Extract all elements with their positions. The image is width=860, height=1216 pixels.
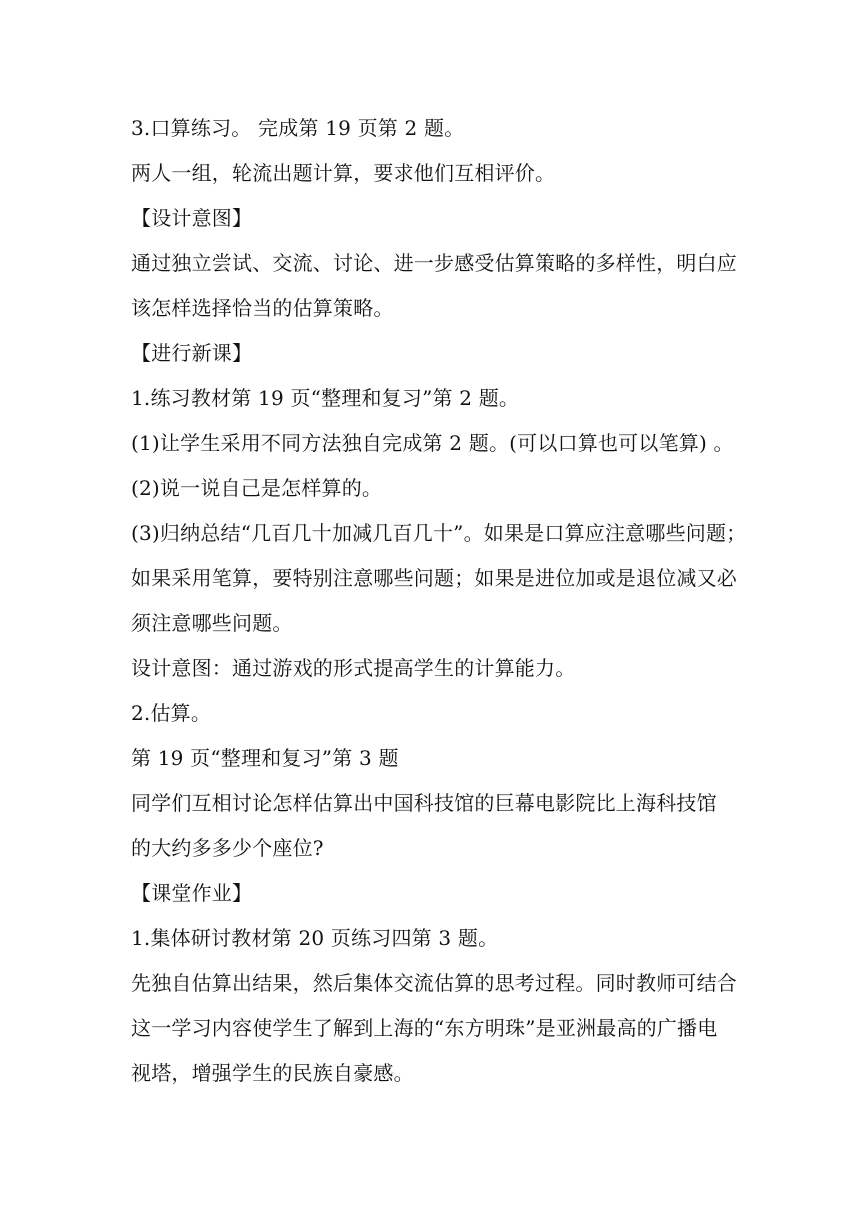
list-item-step-1: (1)让学生采用不同方法独自完成第 2 题。(可以口算也可以笔算) 。 [131,431,734,455]
section-heading-classwork: 【课堂作业】 [131,881,253,905]
paragraph-classwork-line-3: 视塔，增强学生的民族自豪感。 [131,1061,414,1085]
paragraph-pair-work: 两人一组，轮流出题计算，要求他们互相评价。 [131,161,556,185]
paragraph-design-intent-game: 设计意图：通过游戏的形式提高学生的计算能力。 [131,656,576,680]
list-item-step-2: (2)说一说自己是怎样算的。 [131,476,383,500]
list-item-step-3-line-3: 须注意哪些问题。 [131,611,293,635]
paragraph-classwork-line-1: 先独自估算出结果，然后集体交流估算的思考过程。同时教师可结合 [131,971,737,995]
paragraph-design-intent-line-1: 通过独立尝试、交流、讨论、进一步感受估算策略的多样性，明白应 [131,251,737,275]
list-item-estimation: 2.估算。 [131,701,212,725]
list-item-practice-textbook: 1.练习教材第 19 页“整理和复习”第 2 题。 [131,386,520,410]
list-item-step-3-line-2: 如果采用笔算，要特别注意哪些问题；如果是进位加或是退位减又必 [131,566,737,590]
list-item-group-study: 1.集体研讨教材第 20 页练习四第 3 题。 [131,926,499,950]
paragraph-discussion-line-1: 同学们互相讨论怎样估算出中国科技馆的巨幕电影院比上海科技馆 [131,791,717,815]
paragraph-page-19-question-3: 第 19 页“整理和复习”第 3 题 [131,746,399,770]
paragraph-discussion-line-2: 的大约多多少个座位? [131,836,324,860]
paragraph-design-intent-line-2: 该怎样选择恰当的估算策略。 [131,296,394,320]
list-item-step-3-line-1: (3)归纳总结“几百几十加减几百几十”。如果是口算应注意哪些问题； [131,521,747,545]
section-heading-new-lesson: 【进行新课】 [131,341,253,365]
section-heading-design-intent: 【设计意图】 [131,206,253,230]
exercise-oral-calc-heading: 3.口算练习。 完成第 19 页第 2 题。 [131,116,465,140]
paragraph-classwork-line-2: 这一学习内容使学生了解到上海的“东方明珠”是亚洲最高的广播电 [131,1016,718,1040]
